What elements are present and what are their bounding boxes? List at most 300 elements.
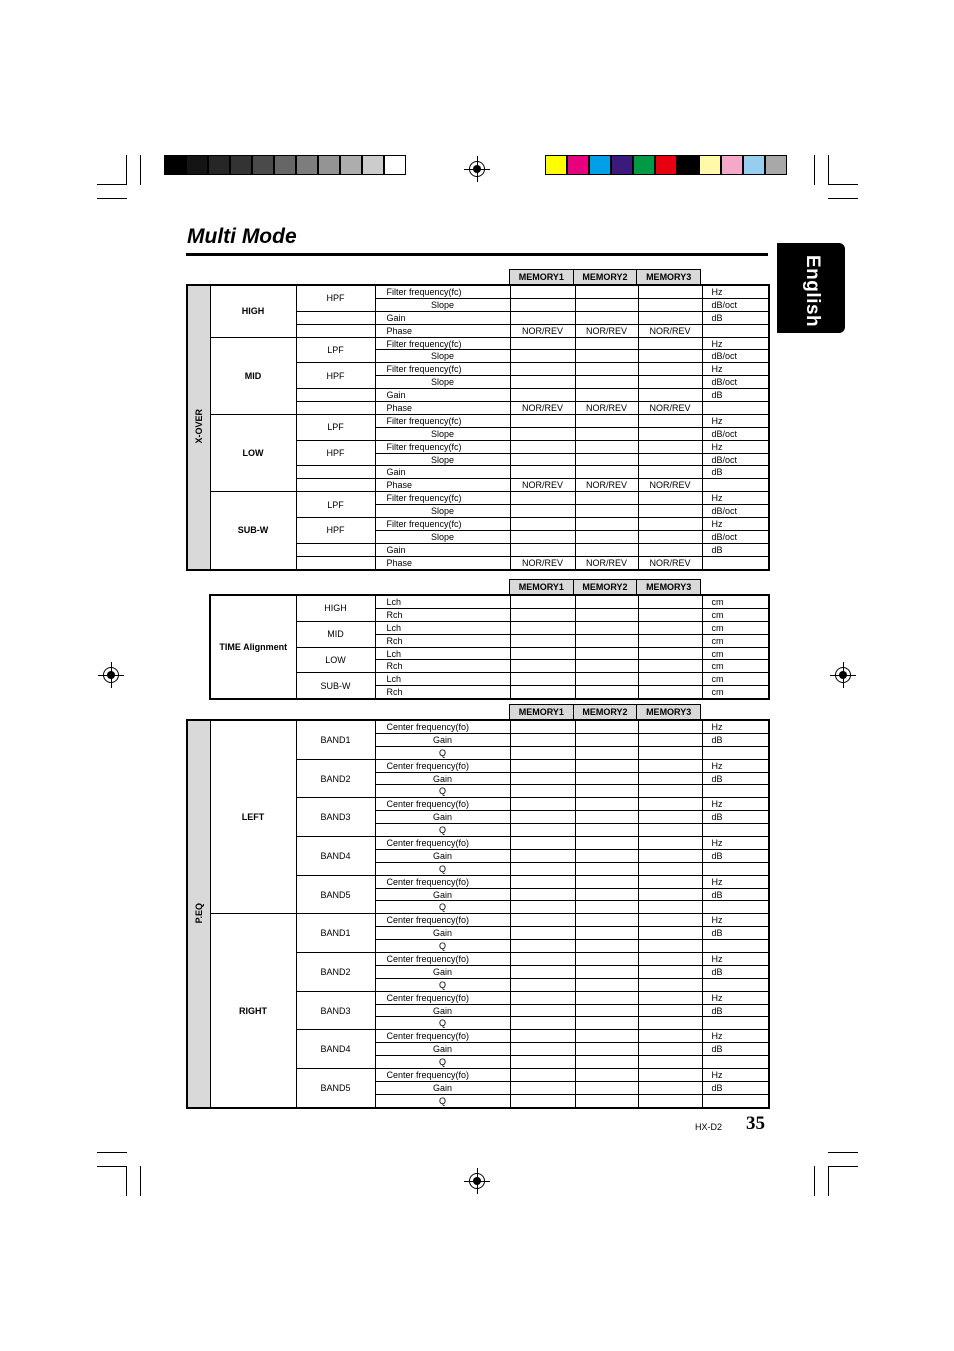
param-label: Gain — [375, 888, 510, 901]
value-cell[interactable] — [638, 647, 702, 660]
value-cell[interactable] — [510, 1094, 575, 1107]
value-cell[interactable] — [575, 849, 638, 862]
value-cell[interactable] — [638, 427, 702, 440]
value-cell[interactable] — [575, 350, 638, 363]
crop-mark — [828, 155, 829, 185]
channel-label: Lch — [375, 595, 510, 608]
unit-label: Hz — [702, 837, 769, 850]
crop-mark — [97, 198, 127, 199]
value-cell[interactable] — [510, 965, 575, 978]
model-code: HX-D2 — [695, 1122, 723, 1132]
value-cell[interactable] — [510, 1030, 575, 1043]
value-cell[interactable] — [638, 414, 702, 427]
param-label: Gain — [375, 849, 510, 862]
color-swatch — [721, 155, 743, 175]
crop-mark — [126, 155, 127, 185]
param-label: Center frequency(fo) — [375, 1069, 510, 1082]
unit-label: Hz — [702, 991, 769, 1004]
unit-label: dB — [702, 1043, 769, 1056]
value-cell[interactable] — [638, 875, 702, 888]
value-cell[interactable] — [575, 440, 638, 453]
value-cell[interactable] — [638, 746, 702, 759]
value-cell[interactable] — [638, 376, 702, 389]
value-cell[interactable] — [575, 466, 638, 479]
grayscale-color-bar — [164, 155, 406, 175]
param-label: Gain — [375, 965, 510, 978]
param-label: Phase — [375, 402, 510, 415]
value-cell[interactable] — [638, 733, 702, 746]
value-cell[interactable] — [510, 608, 575, 621]
time-alignment-table — [209, 594, 770, 700]
time-alignment-label: TIME Alignment — [210, 595, 296, 699]
param-label: Slope — [375, 376, 510, 389]
value-cell[interactable] — [510, 772, 575, 785]
phase-value[interactable]: NOR/REV — [638, 324, 702, 337]
unit-label: dB/oct — [702, 350, 769, 363]
band-label: BAND4 — [296, 1030, 375, 1069]
value-cell[interactable] — [510, 824, 575, 837]
param-label: Gain — [375, 389, 510, 402]
value-cell[interactable] — [638, 914, 702, 927]
value-cell[interactable] — [575, 1017, 638, 1030]
value-cell[interactable] — [510, 466, 575, 479]
phase-value[interactable]: NOR/REV — [575, 324, 638, 337]
unit-label: cm — [702, 660, 769, 673]
value-cell[interactable] — [575, 837, 638, 850]
crop-mark — [828, 1166, 858, 1167]
value-cell[interactable] — [638, 927, 702, 940]
value-cell[interactable] — [575, 634, 638, 647]
value-cell[interactable] — [510, 888, 575, 901]
value-cell[interactable] — [575, 505, 638, 518]
value-cell[interactable] — [510, 978, 575, 991]
peq-section-label: P.EQ — [187, 720, 210, 1108]
value-cell[interactable] — [638, 759, 702, 772]
value-cell[interactable] — [638, 363, 702, 376]
unit-label: dB — [702, 543, 769, 556]
value-cell[interactable] — [510, 759, 575, 772]
value-cell[interactable] — [638, 991, 702, 1004]
value-cell[interactable] — [638, 543, 702, 556]
value-cell[interactable] — [638, 1081, 702, 1094]
value-cell[interactable] — [575, 414, 638, 427]
color-swatch — [611, 155, 633, 175]
value-cell[interactable] — [510, 298, 575, 311]
color-swatch — [699, 155, 721, 175]
unit-label: dB/oct — [702, 427, 769, 440]
color-swatch — [589, 155, 611, 175]
value-cell[interactable] — [638, 518, 702, 531]
unit-label: dB — [702, 311, 769, 324]
value-cell[interactable] — [510, 1081, 575, 1094]
low-hpf-label: HPF — [296, 440, 375, 466]
phase-value[interactable]: NOR/REV — [575, 556, 638, 569]
time-group-label: MID — [296, 621, 375, 647]
value-cell[interactable] — [638, 298, 702, 311]
phase-value[interactable]: NOR/REV — [638, 556, 702, 569]
unit-label: Hz — [702, 363, 769, 376]
xover-subw-label: SUB-W — [210, 492, 296, 570]
value-cell[interactable] — [510, 530, 575, 543]
value-cell[interactable] — [638, 785, 702, 798]
value-cell[interactable] — [575, 660, 638, 673]
value-cell[interactable] — [575, 1081, 638, 1094]
time-group-label: LOW — [296, 647, 375, 673]
value-cell[interactable] — [510, 862, 575, 875]
value-cell[interactable] — [510, 376, 575, 389]
value-cell[interactable] — [510, 733, 575, 746]
registration-mark-icon — [103, 667, 119, 683]
value-cell[interactable] — [638, 798, 702, 811]
value-cell[interactable] — [510, 720, 575, 733]
crop-mark — [140, 155, 141, 185]
value-cell[interactable] — [575, 647, 638, 660]
unit-label — [702, 1017, 769, 1030]
value-cell[interactable] — [638, 1004, 702, 1017]
value-cell[interactable] — [510, 940, 575, 953]
value-cell[interactable] — [575, 686, 638, 699]
title-rule — [186, 253, 768, 256]
unit-label: Hz — [702, 1030, 769, 1043]
unit-label: Hz — [702, 1069, 769, 1082]
color-swatch — [318, 155, 340, 175]
unit-label: dB — [702, 466, 769, 479]
value-cell[interactable] — [575, 530, 638, 543]
unit-label: Hz — [702, 875, 769, 888]
param-label: Q — [375, 785, 510, 798]
param-label: Filter frequency(fc) — [375, 518, 510, 531]
value-cell[interactable] — [638, 1043, 702, 1056]
value-cell[interactable] — [638, 453, 702, 466]
crop-mark — [828, 198, 858, 199]
value-cell[interactable] — [510, 505, 575, 518]
registration-mark-icon — [469, 1173, 485, 1189]
value-cell[interactable] — [510, 427, 575, 440]
value-cell[interactable] — [510, 311, 575, 324]
page-title: Multi Mode — [187, 225, 297, 248]
value-cell[interactable] — [638, 1056, 702, 1069]
crop-mark — [828, 1166, 829, 1196]
value-cell[interactable] — [510, 746, 575, 759]
value-cell[interactable] — [638, 1094, 702, 1107]
mid-lpf-label: LPF — [296, 337, 375, 363]
value-cell[interactable] — [510, 927, 575, 940]
xover-table — [186, 284, 770, 571]
value-cell[interactable] — [575, 1056, 638, 1069]
color-swatch — [252, 155, 274, 175]
value-cell[interactable] — [638, 978, 702, 991]
value-cell[interactable] — [575, 811, 638, 824]
value-cell[interactable] — [510, 621, 575, 634]
memory1-header: MEMORY1 — [510, 270, 574, 285]
param-label: Slope — [375, 505, 510, 518]
value-cell[interactable] — [638, 492, 702, 505]
mid-hpf-label: HPF — [296, 363, 375, 389]
color-swatch — [208, 155, 230, 175]
color-swatch — [765, 155, 787, 175]
value-cell[interactable] — [575, 1043, 638, 1056]
band-label: BAND5 — [296, 1069, 375, 1108]
color-swatch — [567, 155, 589, 175]
param-label: Filter frequency(fc) — [375, 363, 510, 376]
param-label: Center frequency(fo) — [375, 953, 510, 966]
value-cell[interactable] — [510, 686, 575, 699]
value-cell[interactable] — [575, 337, 638, 350]
value-cell[interactable] — [510, 518, 575, 531]
value-cell[interactable] — [638, 350, 702, 363]
value-cell[interactable] — [510, 798, 575, 811]
value-cell[interactable] — [510, 875, 575, 888]
value-cell[interactable] — [638, 953, 702, 966]
band-label: BAND1 — [296, 720, 375, 759]
value-cell[interactable] — [575, 991, 638, 1004]
xover-section-label: X-OVER — [187, 285, 210, 570]
value-cell[interactable] — [510, 1069, 575, 1082]
color-swatch — [677, 155, 699, 175]
unit-label: cm — [702, 634, 769, 647]
value-cell[interactable] — [638, 311, 702, 324]
crop-mark — [97, 1166, 127, 1167]
value-cell[interactable] — [638, 608, 702, 621]
param-label: Filter frequency(fc) — [375, 440, 510, 453]
value-cell[interactable] — [575, 862, 638, 875]
unit-label: dB — [702, 733, 769, 746]
value-cell[interactable] — [575, 914, 638, 927]
value-cell[interactable] — [510, 849, 575, 862]
value-cell[interactable] — [575, 875, 638, 888]
unit-label: Hz — [702, 953, 769, 966]
unit-label: dB — [702, 389, 769, 402]
value-cell[interactable] — [510, 1017, 575, 1030]
value-cell[interactable] — [638, 772, 702, 785]
value-cell[interactable] — [638, 595, 702, 608]
value-cell[interactable] — [638, 505, 702, 518]
crop-mark — [828, 1152, 858, 1153]
param-label: Filter frequency(fc) — [375, 285, 510, 298]
memory1-header: MEMORY1 — [510, 580, 574, 595]
value-cell[interactable] — [510, 991, 575, 1004]
crop-mark — [814, 1166, 815, 1196]
band-label: BAND5 — [296, 875, 375, 914]
memory2-header: MEMORY2 — [573, 705, 637, 720]
color-swatch — [545, 155, 567, 175]
color-swatch — [384, 155, 406, 175]
value-cell[interactable] — [638, 862, 702, 875]
value-cell[interactable] — [638, 940, 702, 953]
value-cell[interactable] — [638, 824, 702, 837]
param-label: Phase — [375, 324, 510, 337]
value-cell[interactable] — [575, 285, 638, 298]
value-cell[interactable] — [638, 811, 702, 824]
value-cell[interactable] — [575, 298, 638, 311]
memory1-header: MEMORY1 — [510, 705, 574, 720]
value-cell[interactable] — [510, 389, 575, 402]
value-cell[interactable] — [510, 647, 575, 660]
value-cell[interactable] — [638, 1030, 702, 1043]
value-cell[interactable] — [638, 1017, 702, 1030]
param-label: Gain — [375, 543, 510, 556]
value-cell[interactable] — [510, 953, 575, 966]
value-cell[interactable] — [575, 824, 638, 837]
value-cell[interactable] — [575, 785, 638, 798]
time-group-label: SUB-W — [296, 673, 375, 699]
value-cell[interactable] — [575, 888, 638, 901]
value-cell[interactable] — [575, 363, 638, 376]
value-cell[interactable] — [575, 608, 638, 621]
value-cell[interactable] — [575, 798, 638, 811]
color-swatch — [164, 155, 186, 175]
value-cell[interactable] — [575, 453, 638, 466]
value-cell[interactable] — [510, 440, 575, 453]
param-label: Phase — [375, 479, 510, 492]
value-cell[interactable] — [638, 837, 702, 850]
value-cell[interactable] — [575, 1004, 638, 1017]
unit-label: dB — [702, 772, 769, 785]
value-cell[interactable] — [575, 543, 638, 556]
value-cell[interactable] — [575, 940, 638, 953]
value-cell[interactable] — [638, 285, 702, 298]
value-cell[interactable] — [575, 311, 638, 324]
value-cell[interactable] — [510, 1043, 575, 1056]
color-swatch — [274, 155, 296, 175]
unit-label: dB — [702, 1081, 769, 1094]
value-cell[interactable] — [575, 518, 638, 531]
unit-label: dB — [702, 811, 769, 824]
subw-lpf-label: LPF — [296, 492, 375, 518]
param-label: Center frequency(fo) — [375, 720, 510, 733]
value-cell[interactable] — [510, 337, 575, 350]
value-cell[interactable] — [510, 811, 575, 824]
memory3-header: MEMORY3 — [637, 580, 701, 595]
value-cell[interactable] — [510, 634, 575, 647]
phase-value[interactable]: NOR/REV — [638, 402, 702, 415]
value-cell[interactable] — [575, 733, 638, 746]
channel-label: Rch — [375, 634, 510, 647]
phase-value[interactable]: NOR/REV — [510, 556, 575, 569]
value-cell[interactable] — [510, 350, 575, 363]
value-cell[interactable] — [575, 595, 638, 608]
value-cell[interactable] — [575, 965, 638, 978]
crop-mark — [126, 1166, 127, 1196]
value-cell[interactable] — [510, 543, 575, 556]
unit-label — [702, 746, 769, 759]
value-cell[interactable] — [575, 673, 638, 686]
band-label: BAND1 — [296, 914, 375, 953]
value-cell[interactable] — [510, 660, 575, 673]
value-cell[interactable] — [638, 673, 702, 686]
unit-label: cm — [702, 673, 769, 686]
memory2-header: MEMORY2 — [573, 270, 637, 285]
value-cell[interactable] — [510, 595, 575, 608]
value-cell[interactable] — [510, 837, 575, 850]
phase-value[interactable]: NOR/REV — [510, 324, 575, 337]
crop-mark — [97, 1152, 127, 1153]
value-cell[interactable] — [510, 492, 575, 505]
param-label: Q — [375, 1017, 510, 1030]
value-cell[interactable] — [510, 785, 575, 798]
value-cell[interactable] — [575, 720, 638, 733]
value-cell[interactable] — [510, 453, 575, 466]
unit-label: dB/oct — [702, 453, 769, 466]
param-label: Center frequency(fo) — [375, 759, 510, 772]
value-cell[interactable] — [575, 978, 638, 991]
value-cell[interactable] — [575, 901, 638, 914]
value-cell[interactable] — [638, 849, 702, 862]
memory3-header: MEMORY3 — [637, 270, 701, 285]
value-cell[interactable] — [575, 376, 638, 389]
value-cell[interactable] — [638, 686, 702, 699]
unit-label — [702, 824, 769, 837]
value-cell[interactable] — [510, 363, 575, 376]
channel-label: Rch — [375, 686, 510, 699]
band-label: BAND4 — [296, 837, 375, 876]
value-cell[interactable] — [575, 621, 638, 634]
phase-value[interactable]: NOR/REV — [510, 402, 575, 415]
value-cell[interactable] — [638, 621, 702, 634]
value-cell[interactable] — [638, 1069, 702, 1082]
value-cell[interactable] — [510, 1056, 575, 1069]
color-swatch — [655, 155, 677, 175]
value-cell[interactable] — [575, 772, 638, 785]
param-label: Center frequency(fo) — [375, 837, 510, 850]
value-cell[interactable] — [575, 1030, 638, 1043]
value-cell[interactable] — [510, 914, 575, 927]
value-cell[interactable] — [575, 953, 638, 966]
value-cell[interactable] — [575, 389, 638, 402]
param-label: Gain — [375, 1081, 510, 1094]
page-number: 35 — [746, 1113, 765, 1134]
value-cell[interactable] — [575, 927, 638, 940]
peq-left-label: LEFT — [210, 720, 296, 914]
param-label: Center frequency(fo) — [375, 798, 510, 811]
value-cell[interactable] — [638, 337, 702, 350]
value-cell[interactable] — [575, 1069, 638, 1082]
value-cell[interactable] — [510, 673, 575, 686]
phase-value[interactable]: NOR/REV — [575, 479, 638, 492]
value-cell[interactable] — [575, 1094, 638, 1107]
param-label: Center frequency(fo) — [375, 991, 510, 1004]
value-cell[interactable] — [638, 965, 702, 978]
value-cell[interactable] — [510, 414, 575, 427]
value-cell[interactable] — [638, 720, 702, 733]
phase-value[interactable]: NOR/REV — [575, 402, 638, 415]
value-cell[interactable] — [638, 530, 702, 543]
unit-label: dB — [702, 927, 769, 940]
value-cell[interactable] — [575, 427, 638, 440]
language-tab-label: English — [802, 255, 823, 328]
value-cell[interactable] — [638, 440, 702, 453]
unit-label: cm — [702, 621, 769, 634]
value-cell[interactable] — [638, 901, 702, 914]
value-cell[interactable] — [638, 389, 702, 402]
phase-value[interactable]: NOR/REV — [638, 479, 702, 492]
value-cell[interactable] — [510, 1004, 575, 1017]
crop-mark — [828, 184, 858, 185]
value-cell[interactable] — [638, 466, 702, 479]
value-cell[interactable] — [510, 901, 575, 914]
value-cell[interactable] — [575, 492, 638, 505]
value-cell[interactable] — [510, 285, 575, 298]
color-swatch — [296, 155, 318, 175]
value-cell[interactable] — [575, 746, 638, 759]
phase-value[interactable]: NOR/REV — [510, 479, 575, 492]
value-cell[interactable] — [638, 888, 702, 901]
value-cell[interactable] — [575, 759, 638, 772]
value-cell[interactable] — [638, 634, 702, 647]
value-cell[interactable] — [638, 660, 702, 673]
param-label: Filter frequency(fc) — [375, 414, 510, 427]
param-label: Center frequency(fo) — [375, 1030, 510, 1043]
